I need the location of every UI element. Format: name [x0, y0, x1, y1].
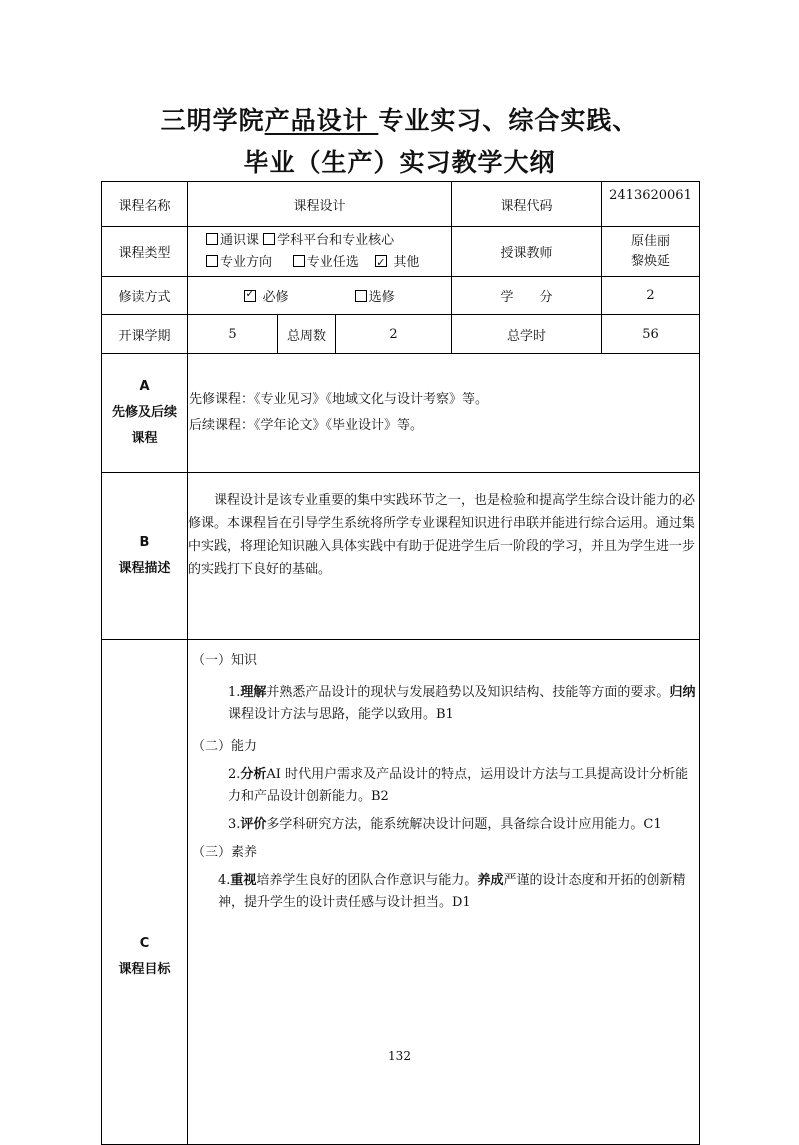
goal-section-title: （一）知识 [192, 653, 258, 668]
hours: 56 [602, 315, 700, 354]
goal-keyword: 归纳 [669, 685, 696, 700]
syllabus-table [101, 181, 700, 1145]
teachers [602, 227, 700, 277]
course-code-label: 课程代码 [452, 182, 602, 227]
section-a-content [188, 354, 700, 473]
section-label: 课程目标 [118, 962, 171, 977]
hours-label: 总学时 [452, 315, 602, 354]
type-option: 专业任选 [306, 254, 359, 270]
type-option: 通识课 [220, 232, 260, 248]
goal-number: 3. [228, 817, 241, 832]
goal-keyword: 重视 [230, 873, 257, 888]
credit-label: 学 分 [452, 277, 602, 315]
section-letter: C [139, 936, 150, 951]
goal-text: AI 时代用户需求及产品设计的特点，运用设计方法与工具提高设计分析能力和产品设计创新能力。B2 [228, 767, 689, 804]
study-mode-options [188, 277, 452, 315]
type-option: 专业方向 [220, 254, 273, 270]
follow-up-courses: 后续课程：《学年论文》《毕业设计》等。 [189, 418, 424, 433]
study-mode-label: 修读方式 [102, 277, 188, 315]
section-b-header [102, 473, 188, 640]
checkbox-icon [206, 255, 218, 267]
mode-option: 必修 [262, 290, 289, 305]
checkbox-icon [206, 233, 218, 245]
section-label: 课程 [131, 431, 158, 446]
section-a-header [102, 354, 188, 473]
credit: 2 [602, 277, 700, 315]
goal-section-title: （二）能力 [192, 739, 258, 754]
goal-item [228, 814, 699, 836]
page-title-line1 [0, 101, 799, 137]
course-type-options [188, 227, 452, 277]
goal-keyword: 分析 [240, 767, 267, 782]
goal-text: 严谨的设计态度和开拓的创新精神，提升学生的设计责任感与设计担当。D1 [218, 873, 686, 910]
title-prefix: 三明学院 [160, 106, 265, 135]
section-label: 课程描述 [118, 561, 171, 576]
section-c-header [102, 640, 188, 1145]
course-type-label: 课程类型 [102, 227, 188, 277]
title-major: 产品设计 [264, 106, 379, 135]
section-b-content [188, 473, 700, 640]
checkbox-icon [293, 255, 305, 267]
teacher-name: 原佳丽 [630, 233, 670, 249]
weeks-label: 总周数 [278, 315, 336, 354]
section-c-content [188, 640, 700, 1145]
type-option: 其他 [393, 254, 420, 270]
page-title-line2: 毕业（生产）实习教学大纲 [243, 148, 556, 177]
goal-text: 培养学生良好的团队合作意识与能力。 [256, 873, 478, 888]
checkbox-icon [355, 290, 367, 302]
course-name-label: 课程名称 [102, 182, 188, 227]
goal-text: 课程设计方法与思路，能学以致用。B1 [228, 707, 454, 722]
course-code: 2413620061 [602, 182, 700, 227]
goal-item [218, 870, 699, 914]
goal-number: 2. [228, 767, 241, 782]
section-letter: B [139, 535, 150, 550]
section-letter: A [139, 379, 150, 394]
page-number: 132 [388, 1049, 411, 1063]
goal-keyword: 养成 [477, 873, 504, 888]
goal-item [228, 764, 699, 808]
mode-option: 选修 [368, 290, 395, 305]
weeks: 2 [336, 315, 452, 354]
checked-checkbox-icon [375, 255, 387, 267]
teacher-name: 黎焕延 [630, 253, 670, 269]
course-description: 课程设计是该专业重要的集中实践环节之一，也是检验和提高学生综合设计能力的必修课。本课程旨在引导学生系统将所学专业课程知识进行串联并能进行综合运用。通过集中实践，将理论知识融入具体实践中有助于促进学生后一阶段的学习，并且为学生进一步的实践打下良好的基础。 [188, 493, 696, 577]
goal-number: 4. [218, 873, 231, 888]
goal-keyword: 理解 [240, 685, 267, 700]
type-option: 学科平台和专业核心 [277, 232, 395, 248]
teacher-label: 授课教师 [452, 227, 602, 277]
checkbox-icon [263, 233, 275, 245]
goal-text: 多学科研究方法，能系统解决设计问题，具备综合设计应用能力。C1 [266, 817, 662, 832]
course-name: 课程设计 [188, 182, 452, 227]
goal-section-title: （三）素养 [192, 845, 258, 860]
section-label: 先修及后续 [111, 405, 177, 420]
goal-item [228, 682, 699, 726]
goal-keyword: 评价 [240, 817, 267, 832]
goal-text: 并熟悉产品设计的现状与发展趋势以及知识结构、技能等方面的要求。 [266, 685, 670, 700]
title-suffix: 专业实习、综合实践、 [378, 106, 639, 135]
checked-checkbox-icon [244, 290, 256, 302]
prerequisite-courses: 先修课程：《专业见习》《地域文化与设计考察》等。 [189, 392, 489, 407]
goal-number: 1. [228, 685, 241, 700]
semester: 5 [188, 315, 278, 354]
semester-label: 开课学期 [102, 315, 188, 354]
